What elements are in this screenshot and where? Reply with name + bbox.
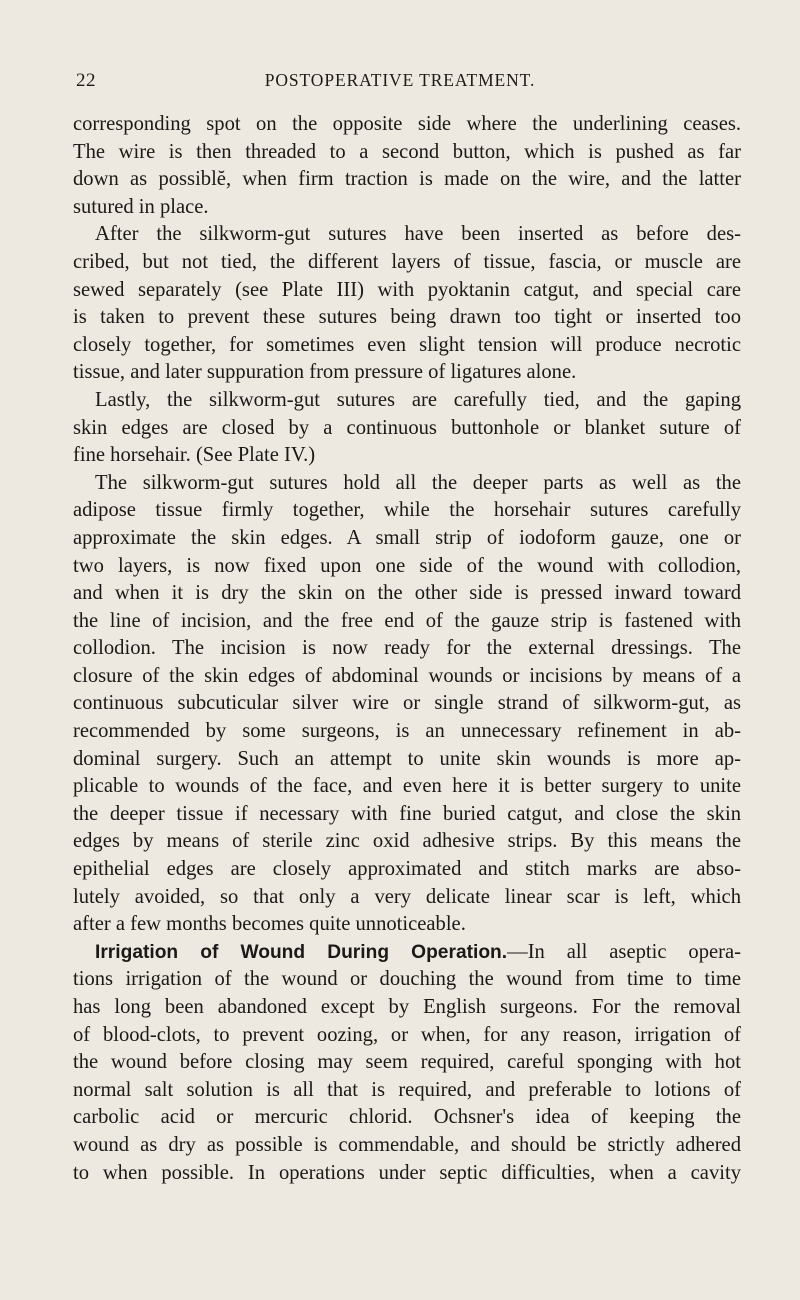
text-line: recommended by some surgeons, is an unnecessary refinement in ab- xyxy=(73,720,741,743)
running-title: POSTOPERATIVE TREATMENT. xyxy=(264,70,536,90)
body-text xyxy=(73,111,741,1187)
text-line: dominal surgery. Such an attempt to unite skin wounds is more ap- xyxy=(73,747,741,770)
text-line: fine horsehair. (See Plate IV.) xyxy=(73,444,316,467)
text-line: the deeper tissue if necessary with fine buried catgut, and close the skin xyxy=(73,802,741,825)
page-number: 22 xyxy=(76,70,96,91)
text-line: adipose tissue firmly together, while the horsehair sutures carefully xyxy=(73,499,741,522)
text-line: closure of the skin edges of abdominal wounds or incisions by means of a xyxy=(73,664,741,687)
text-line: After the silkworm-gut sutures have been inserted as before des- xyxy=(95,223,741,246)
heading-line-text: —In all aseptic opera- xyxy=(507,940,741,963)
text-line: Lastly, the silkworm-gut sutures are carefully tied, and the gaping xyxy=(95,388,741,411)
text-line: edges by means of sterile zinc oxid adhesive strips. By this means the xyxy=(73,830,741,853)
text-line: two layers, is now fixed upon one side of the wound with collodion, xyxy=(73,554,741,577)
text-line: The silkworm-gut sutures hold all the deeper parts as well as the xyxy=(95,471,741,494)
text-line: epithelial edges are closely approximated and stitch marks are abso- xyxy=(73,858,741,881)
text-line: plicable to wounds of the face, and even here it is better surgery to unite xyxy=(73,775,741,798)
run-in-heading: Irrigation of Wound During Operation. xyxy=(95,941,508,963)
text-line: approximate the skin edges. A small strip of iodoform gauze, one or xyxy=(73,526,741,549)
text-line: tissue, and later suppuration from pressure of ligatures alone. xyxy=(73,361,577,384)
text-line: carbolic acid or mercuric chlorid. Ochsner's idea of keeping the xyxy=(73,1106,741,1129)
text-line: down as possiblĕ, when firm traction is made on the wire, and the latter xyxy=(73,168,741,191)
text-line: the line of incision, and the free end of the gauze strip is fastened with xyxy=(73,609,741,632)
text-line: closely together, for sometimes even slight tension will produce necrotic xyxy=(73,333,741,356)
section-heading-line xyxy=(73,939,741,967)
text-line: sewed separately (see Plate III) with pyoktanin catgut, and special care xyxy=(73,278,741,301)
text-line: to when possible. In operations under septic difficulties, when a cavity xyxy=(73,1161,741,1184)
text-line: of blood-clots, to prevent oozing, or when, for any reason, irrigation of xyxy=(73,1023,741,1046)
running-head xyxy=(0,70,800,94)
text-line: and when it is dry the skin on the other side is pressed inward toward xyxy=(73,582,741,605)
text-line: continuous subcuticular silver wire or single strand of silkworm-gut, as xyxy=(73,692,741,715)
text-line: wound as dry as possible is commendable, and should be strictly adhered xyxy=(73,1133,741,1156)
text-line: corresponding spot on the opposite side where the underlining ceases. xyxy=(73,113,741,135)
text-line: The wire is then threaded to a second button, which is pushed as far xyxy=(73,140,741,163)
text-line: sutured in place. xyxy=(73,195,209,218)
text-line: has long been abandoned except by English surgeons. For the removal xyxy=(73,996,741,1018)
text-line: cribed, but not tied, the different layers of tissue, fascia, or muscle are xyxy=(73,250,741,273)
text-line: normal salt solution is all that is required, and preferable to lotions of xyxy=(73,1078,741,1101)
text-line: the wound before closing may seem required, careful sponging with hot xyxy=(73,1051,741,1074)
text-line: tions irrigation of the wound or douching the wound from time to time xyxy=(73,968,741,991)
text-line: lutely avoided, so that only a very delicate linear scar is left, which xyxy=(73,885,741,908)
text-line: skin edges are closed by a continuous buttonhole or blanket suture of xyxy=(73,416,741,439)
text-line: collodion. The incision is now ready for the external dressings. The xyxy=(73,637,741,660)
text-line: after a few months becomes quite unnoticeable. xyxy=(73,913,466,936)
text-line: is taken to prevent these sutures being drawn too tight or inserted too xyxy=(73,306,741,329)
